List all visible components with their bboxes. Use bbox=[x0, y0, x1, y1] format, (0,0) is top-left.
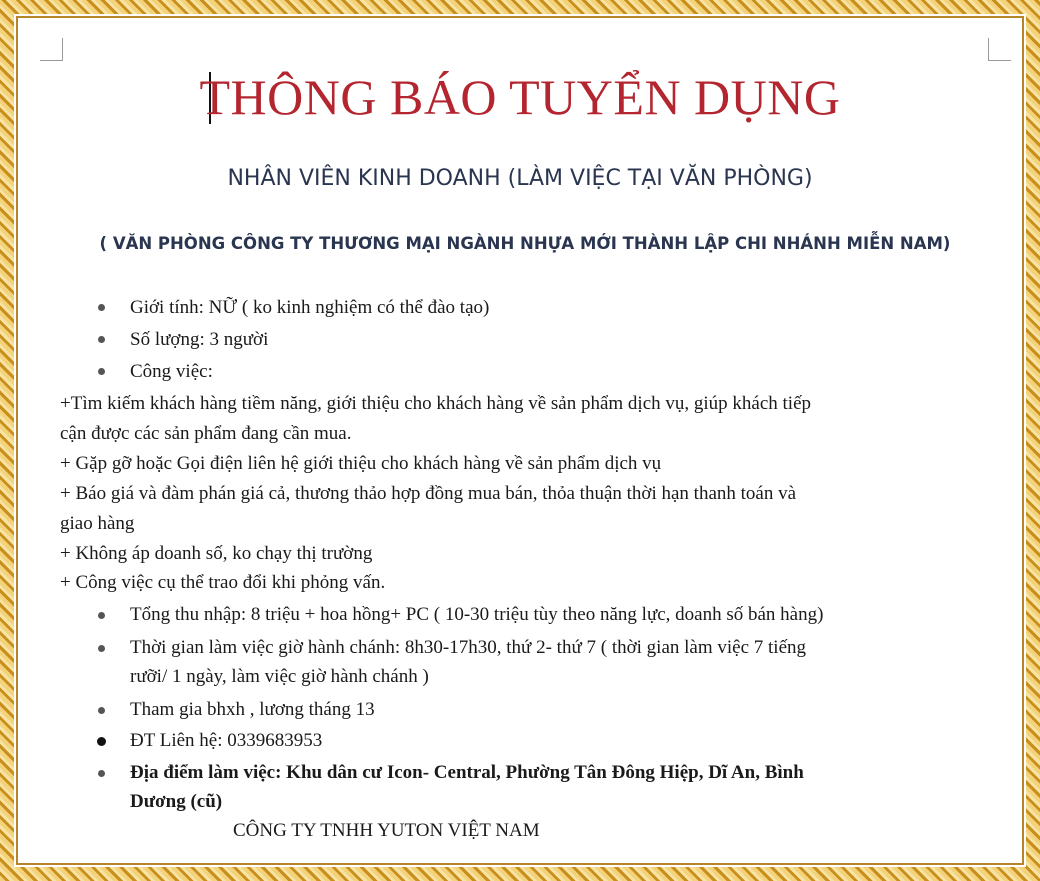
list-item-insurance: Tham gia bhxh , lương tháng 13 bbox=[130, 699, 375, 720]
list-item-job: Công việc: bbox=[130, 361, 213, 382]
task-line: +Tìm kiếm khách hàng tiềm năng, giới thiệu cho khách hàng về sản phẩm dịch vụ, giúp khách tiếp bbox=[60, 393, 812, 414]
task-line: + Không áp doanh số, ko chạy thị trường bbox=[60, 543, 373, 564]
bullet-icon bbox=[98, 304, 105, 311]
list-item-hours: Thời gian làm việc giờ hành chánh: 8h30-17h30, thứ 2- thứ 7 ( thời gian làm việc 7 tiếng bbox=[130, 637, 807, 658]
list-item-gender: Giới tính: NỮ ( ko kinh nghiệm có thể đào tạo) bbox=[130, 297, 490, 318]
list-item-location-cont: Dương (cũ) bbox=[130, 791, 223, 812]
list-item-phone: ĐT Liên hệ: 0339683953 bbox=[130, 730, 323, 751]
bullet-icon bbox=[98, 645, 105, 652]
bullet-icon bbox=[97, 737, 106, 746]
company-name: CÔNG TY TNHH YUTON VIỆT NAM bbox=[233, 820, 540, 841]
task-line: + Báo giá và đàm phán giá cả, thương thảo hợp đồng mua bán, thỏa thuận thời hạn thanh toán và bbox=[60, 483, 797, 504]
bullet-icon bbox=[98, 336, 105, 343]
margin-corner-top-left bbox=[40, 38, 63, 61]
list-item-hours-cont: rưỡi/ 1 ngày, làm việc giờ hành chánh ) bbox=[130, 666, 429, 687]
task-line: + Công việc cụ thể trao đổi khi phỏng vấn. bbox=[60, 572, 386, 593]
job-subtitle: NHÂN VIÊN KINH DOANH (LÀM VIỆC TẠI VĂN PHÒNG) bbox=[227, 166, 813, 191]
list-item-income: Tổng thu nhập: 8 triệu + hoa hồng+ PC ( 10-30 triệu tùy theo năng lực, doanh số bán hàng) bbox=[130, 604, 824, 625]
task-line: giao hàng bbox=[60, 513, 135, 534]
margin-corner-top-right bbox=[988, 38, 1011, 61]
bullet-icon bbox=[98, 368, 105, 375]
bullet-icon bbox=[98, 770, 105, 777]
page-title: THÔNG BÁO TUYỂN DỤNG bbox=[199, 69, 841, 125]
bullet-icon bbox=[98, 707, 105, 714]
task-line: cận được các sản phẩm đang cần mua. bbox=[60, 423, 352, 444]
list-item-quantity: Số lượng: 3 người bbox=[130, 329, 269, 350]
list-item-location: Địa điểm làm việc: Khu dân cư Icon- Central, Phường Tân Đông Hiệp, Dĩ An, Bình bbox=[130, 762, 804, 783]
company-description: ( VĂN PHÒNG CÔNG TY THƯƠNG MẠI NGÀNH NHỰA MỚI THÀNH LẬP CHI NHÁNH MIỄN NAM) bbox=[99, 234, 951, 253]
task-line: + Gặp gỡ hoặc Gọi điện liên hệ giới thiệu cho khách hàng về sản phẩm dịch vụ bbox=[60, 453, 662, 474]
bullet-icon bbox=[98, 612, 105, 619]
